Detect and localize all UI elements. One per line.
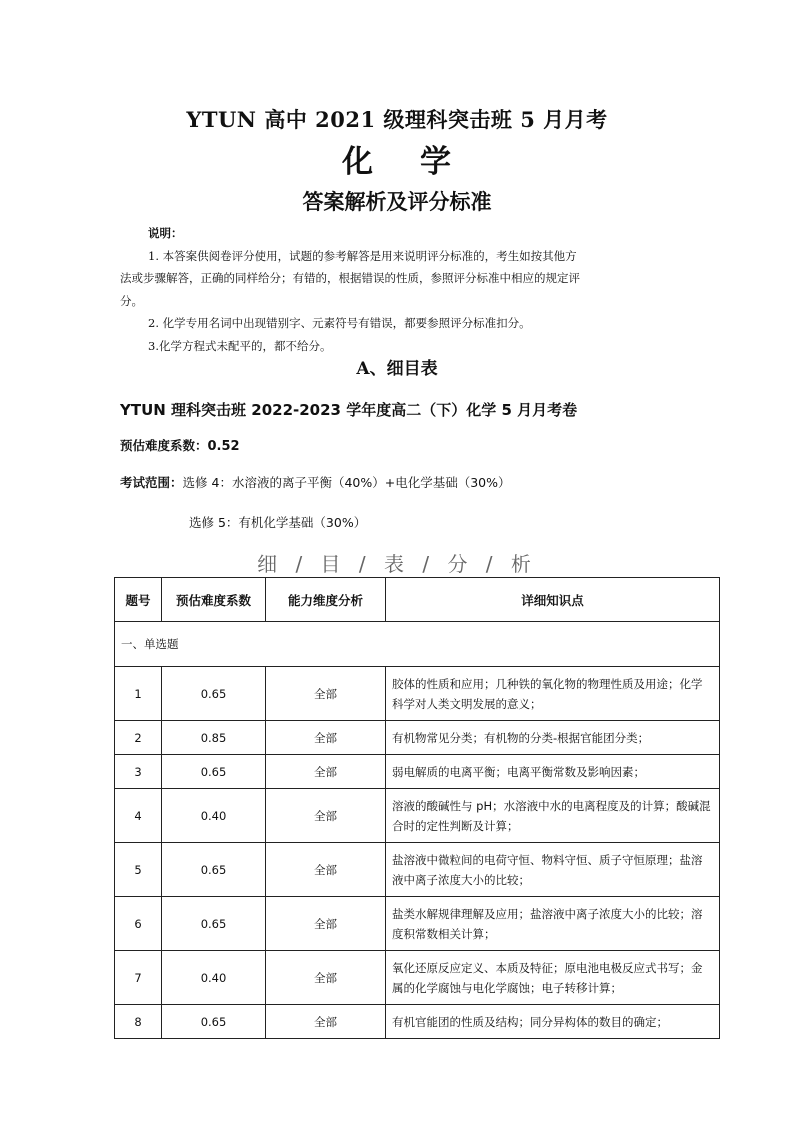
difficulty-label: 预估难度系数：	[120, 438, 208, 453]
cell-knowledge: 氧化还原反应定义、本质及特征；原电池电极反应式书写；金属的化学腐蚀与电化学腐蚀；电子转移计算；	[386, 951, 720, 1005]
cell-difficulty: 0.65	[162, 755, 266, 789]
table-row	[115, 843, 720, 897]
cell-no: 3	[115, 755, 162, 789]
cell-ability: 全部	[266, 951, 386, 1005]
table-row	[115, 951, 720, 1005]
cell-knowledge: 有机物常见分类；有机物的分类-根据官能团分类；	[386, 721, 720, 755]
instruction-2: 2. 化学专用名词中出现错别字、元素符号有错误，都要参照评分标准扣分。	[148, 316, 531, 330]
subject-part-1: 化	[342, 144, 374, 180]
cell-ability: 全部	[266, 755, 386, 789]
header-knowledge: 详细知识点	[386, 578, 720, 622]
cell-ability: 全部	[266, 1005, 386, 1039]
scope-label: 考试范围：	[120, 475, 183, 490]
scope-line-1	[120, 473, 510, 491]
cell-difficulty: 0.40	[162, 951, 266, 1005]
detail-table	[114, 577, 720, 1039]
cell-no: 2	[115, 721, 162, 755]
cell-difficulty: 0.65	[162, 667, 266, 721]
table-row	[115, 667, 720, 721]
table-row	[115, 789, 720, 843]
scope-text-1: 选修 4：水溶液的离子平衡（40%）+电化学基础（30%）	[182, 475, 511, 490]
cell-no: 4	[115, 789, 162, 843]
cell-difficulty: 0.40	[162, 789, 266, 843]
cell-ability: 全部	[266, 843, 386, 897]
header-ability: 能力维度分析	[266, 578, 386, 622]
cell-ability: 全部	[266, 667, 386, 721]
cell-no: 7	[115, 951, 162, 1005]
instruction-1-line-2: 法或步骤解答，正确的同样给分；有错的，根据错误的性质，参照评分标准中相应的规定评	[120, 271, 580, 285]
cell-difficulty: 0.85	[162, 721, 266, 755]
cell-no: 1	[115, 667, 162, 721]
difficulty-value: 0.52	[207, 439, 240, 454]
cell-no: 6	[115, 897, 162, 951]
cell-knowledge: 有机官能团的性质及结构；同分异构体的数目的确定；	[386, 1005, 720, 1039]
table-row	[115, 897, 720, 951]
cell-ability: 全部	[266, 897, 386, 951]
cell-knowledge: 胶体的性质和应用；几种铁的氧化物的物理性质及用途；化学科学对人类文明发展的意义；	[386, 667, 720, 721]
instruction-3: 3.化学方程式未配平的，都不给分。	[148, 338, 332, 353]
cell-ability: 全部	[266, 789, 386, 843]
table-row	[115, 721, 720, 755]
section-label: 一、单选题	[115, 622, 720, 667]
cell-no: 8	[115, 1005, 162, 1039]
table-row	[115, 755, 720, 789]
cell-no: 5	[115, 843, 162, 897]
cell-difficulty: 0.65	[162, 1005, 266, 1039]
header-question-no: 题号	[115, 578, 162, 622]
difficulty-line	[120, 436, 240, 454]
cell-knowledge: 盐溶液中微粒间的电荷守恒、物料守恒、质子守恒原理；盐溶液中离子浓度大小的比较；	[386, 843, 720, 897]
subject-title	[0, 136, 794, 181]
cell-difficulty: 0.65	[162, 897, 266, 951]
table-heading: 细 / 目 / 表 / 分 / 析	[257, 552, 537, 576]
exam-title-line: YTUN 高中 2021 级理科突击班 5 月月考	[186, 107, 608, 132]
instruction-1-line-1: 1. 本答案供阅卷评分使用，试题的参考解答是用来说明评分标准的，考生如按其他方	[148, 248, 577, 263]
cell-difficulty: 0.65	[162, 843, 266, 897]
section-row	[115, 622, 720, 667]
instructions	[120, 222, 710, 357]
instruction-1-line-3: 分。	[120, 293, 143, 308]
instructions-heading: 说明：	[148, 226, 183, 240]
table-row	[115, 1005, 720, 1039]
cell-knowledge: 溶液的酸碱性与 pH；水溶液中水的电离程度及的计算；酸碱混合时的定性判断及计算；	[386, 789, 720, 843]
exam-name: YTUN 理科突击班 2022-2023 学年度高二（下）化学 5 月月考卷	[120, 401, 578, 419]
cell-knowledge: 弱电解质的电离平衡；电离平衡常数及影响因素；	[386, 755, 720, 789]
section-a-heading: A、细目表	[356, 359, 438, 379]
header-difficulty: 预估难度系数	[162, 578, 266, 622]
table-header-row	[115, 578, 720, 622]
scope-line-2: 选修 5：有机化学基础（30%）	[189, 515, 367, 530]
cell-knowledge: 盐类水解规律理解及应用；盐溶液中离子浓度大小的比较；溶度积常数相关计算；	[386, 897, 720, 951]
answer-key-title: 答案解析及评分标准	[302, 190, 492, 214]
subject-part-2: 学	[420, 144, 452, 180]
cell-ability: 全部	[266, 721, 386, 755]
